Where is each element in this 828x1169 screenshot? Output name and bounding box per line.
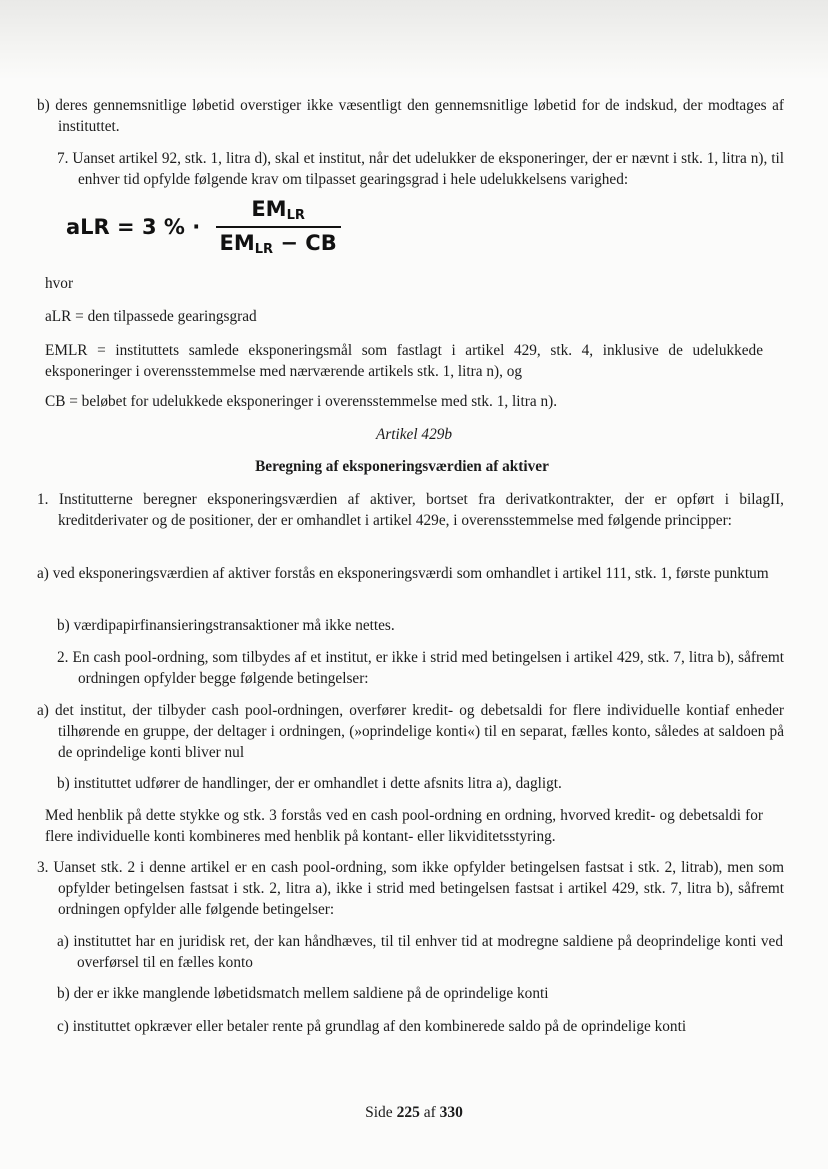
section-1: 1. Institutterne beregner eksponeringsværdien af aktiver, bortset fra derivatkontrakter, der er opført i bilagII, kreditderivater og de positioner, der er omhandlet i artikel 429e, i overensstemmelse med følgende principper:	[37, 491, 784, 529]
section-3-c: c) instituttet opkræver eller betaler rente på grundlag af den kombinerede saldo på de oprindelige konti	[57, 1018, 687, 1035]
definition-cb: CB = beløbet for udelukkede eksponeringer i overensstemmelse med stk. 1, litra n).	[45, 393, 558, 410]
paragraph-7: 7. Uanset artikel 92, stk. 1, litra d), skal et institut, når det udelukker de eksponeringer, der er nævnt i stk. 1, litra n), til enhver tid opfylde følgende krav om tilpasset gearingsgrad i hele udelukkelsens varighed:	[57, 150, 784, 188]
formula-fraction	[216, 197, 341, 257]
page-footer	[0, 1104, 828, 1122]
leverage-ratio-formula	[66, 192, 341, 262]
total-page-count: 330	[439, 1104, 463, 1121]
formula-lhs: aLR = 3 % ·	[66, 215, 208, 239]
article-title: Artikel 429b	[375, 426, 453, 443]
section-2-note: Med henblik på dette stykke og stk. 3 forstås ved en cash pool-ordning en ordning, hvorved kredit- og debetsaldi for flere individuelle konti kombineres med henblik på kontant- eller likviditetsstyring.	[45, 807, 763, 845]
section-3-b: b) der er ikke manglende løbetidsmatch mellem saldiene på de oprindelige konti	[57, 985, 549, 1002]
definition-alr: aLR = den tilpassede gearingsgrad	[45, 308, 257, 325]
section-2-a: a) det institut, der tilbyder cash pool-ordningen, overfører kredit- og debetsaldi for flere individuelle kontiaf enheder tilhørende en gruppe, der deltager i ordningen, (»oprindelige konti«) til en separat, fælles konto, således at saldoen på de oprindelige konti bliver nul	[37, 702, 784, 761]
section-2: 2. En cash pool-ordning, som tilbydes af et institut, er ikke i strid med betingelsen i artikel 429, stk. 7, litra b), såfremt ordningen opfylder begge følgende betingelser:	[57, 649, 784, 687]
footer-prefix: Side	[365, 1104, 397, 1121]
section-1-b: b) værdipapirfinansieringstransaktioner må ikke nettes.	[57, 617, 395, 634]
hvor-label: hvor	[45, 275, 74, 292]
section-3-a: a) instituttet har en juridisk ret, der kan håndhæves, til til enhver tid at modregne saldiene på deoprindelige konti ved overførsel til en fælles konto	[57, 933, 783, 971]
article-heading: Beregning af eksponeringsværdien af aktiver	[255, 458, 549, 475]
section-1-a: a) ved eksponeringsværdien af aktiver forstås en eksponeringsværdi som omhandlet i artikel 111, stk. 1, første punktum	[37, 565, 769, 582]
section-2-b: b) instituttet udfører de handlinger, der er omhandlet i dette afsnits litra a), dagligt.	[57, 775, 562, 792]
formula-numerator: $EM_{LR}$	[251, 197, 305, 223]
current-page-number: 225	[396, 1104, 420, 1121]
formula-denominator: $EM_{LR}$ − CB	[216, 226, 341, 257]
footer-mid: af	[419, 1104, 440, 1121]
definition-emlr: EMLR = instituttets samlede eksponeringsmål som fastlagt i artikel 429, stk. 4, inklusive de udelukkede eksponeringer i overensstemmelse med nærværende artikels stk. 1, litra n), og	[45, 342, 763, 380]
paragraph-b-lobetid: b) deres gennemsnitlige løbetid overstiger ikke væsentligt den gennemsnitlige løbetid for de indskud, der modtages af instituttet.	[37, 97, 784, 135]
section-3: 3. Uanset stk. 2 i denne artikel er en cash pool-ordning, som ikke opfylder betingelsen fastsat i stk. 2, litrab), men som opfylder betingelsen fastsat i stk. 2, litra a), ikke i strid med betingelsen fastsat i artikel 429, stk. 7, litra b), såfremt ordningen opfylder alle følgende betingelser:	[37, 859, 784, 918]
